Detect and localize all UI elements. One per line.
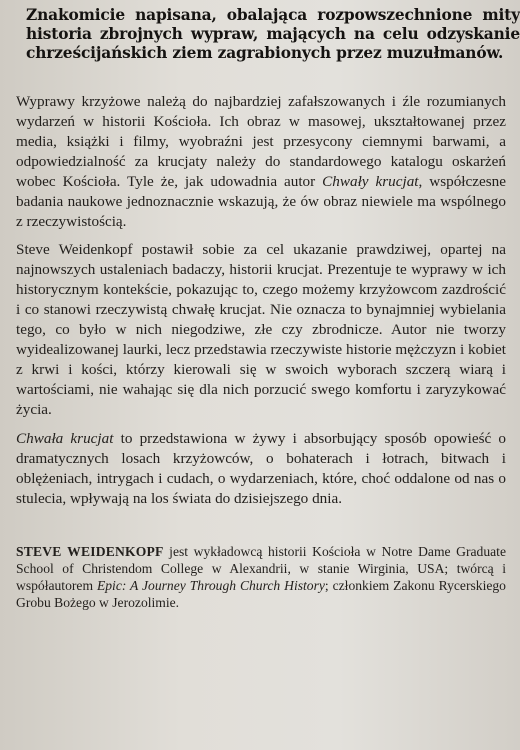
paragraph-author-goal: Steve Weidenkopf postawił sobie za cel ukazanie prawdziwej, opartej na najnowszych ustaleniach badaczy, historii krucjat. Prezentuje te wyprawy w ich historycznym kontekście, pokazując to, czego możemy krzyżowcom zazdrościć i co stanowi rzeczywistą chwałę krucjat. Nie oznacza to bynajmniej wybielania tego, co było w nich niegodziwe, złe czy zbrodnicze. Autor nie tworzy wyidealizowanej laurki, lecz przedstawia rzeczywiste historie mężczyzn i kobiet z krwi i kości, którzy kierowali się w swoich wyborach szczerą wiarą i wartościami, nie wahając się dla nich porzucić swego komfortu i zaryzykować życia. <box>16 241 506 418</box>
paragraph-1-text-a: Wyprawy krzyżowe należą do najbardziej zafałszowanych i źle rozumianych wydarzeń w historii Kościoła. Ich obraz w masowej, ukształtowanej przez media, książki i filmy, wyobraźni jest przesycony ciemnymi barwami, a odpowiedzialność za krucjaty należy do standardowego katalogu oskarżeń wobec Kościoła. Tyle że, jak udowadnia autor <box>16 93 506 190</box>
book-title-italic: Chwała krucjat <box>16 430 114 447</box>
author-bio <box>16 543 506 611</box>
paragraph-book-summary <box>16 429 506 509</box>
paragraph-3-text: to przedstawiona w żywy i absorbujący sposób opowieść o dramatycznych losach krzyżowców, o bohaterach i łotrach, bitwach i oblężeniach, intrygach i cudach, o wydarzeniach, które, choć oddalone od nas o stulecia, wpływają na los świata do dzisiejszego dnia. <box>16 430 506 507</box>
author-name: STEVE WEIDENKOPF <box>16 544 164 559</box>
paragraph-crusades-misconceptions <box>16 92 506 232</box>
author-bio-text-b: ; członkiem Zakonu Rycerskiego Grobu Bożego w Jerozolimie. <box>16 578 506 610</box>
lead-paragraph: Znakomicie napisana, obalająca rozpowszechnione mity historia zbrojnych wypraw, mających na celu odzyskanie chrześcijańskich ziem zagrabionych przez muzułmanów. <box>26 6 520 62</box>
author-bio-text-a: jest wykładowcą historii Kościoła w Notre Dame Graduate School of Christendom College w Alexandrii, w stanie Wirginia, USA; twórcą i współautorem <box>16 544 506 593</box>
paragraph-1-text-b: , współczesne badania naukowe jednoznacznie wskazują, że ów obraz niewiele ma wspólnego z rzeczywistością. <box>16 173 506 230</box>
book-title-italic: Chwały krucjat <box>322 173 419 190</box>
author-book-title: Epic: A Journey Through Church History <box>96 578 325 593</box>
